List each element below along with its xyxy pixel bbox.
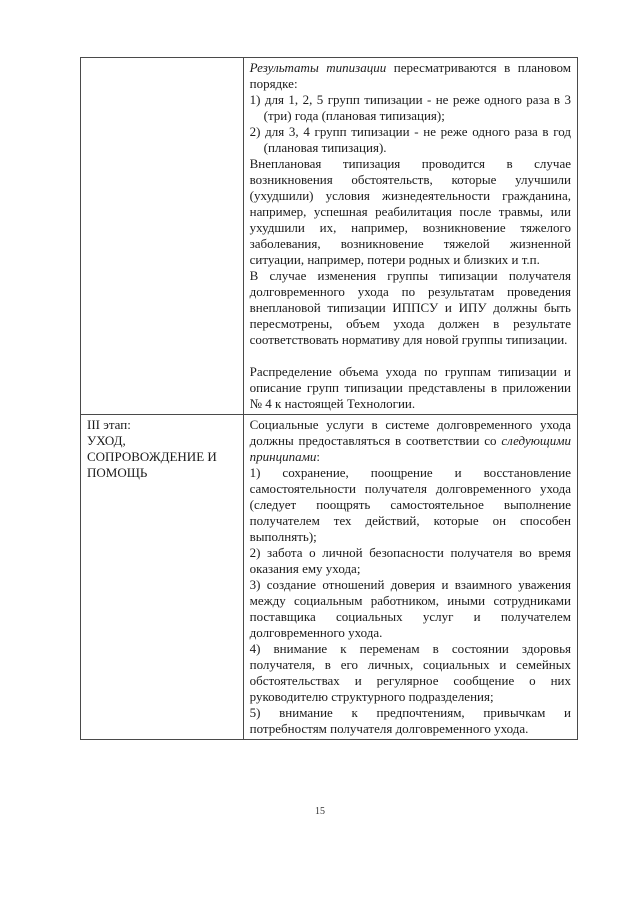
paragraph-text: пересматриваются в плановом порядке: — [249, 60, 571, 91]
description-cell — [243, 415, 577, 740]
page-number: 15 — [315, 806, 325, 817]
stage-title: ПОМОЩЬ — [87, 465, 148, 480]
technology-table — [80, 57, 578, 740]
list-item: 2) для 3, 4 групп типизации - не реже одного раза в год (плановая типизация). — [249, 124, 571, 155]
stage-cell — [81, 415, 244, 740]
stage-cell-empty — [81, 58, 244, 415]
paragraph: Распределение объема ухода по группам типизации и описание групп типизации представлены в приложении № 4 к настоящей Технологии. — [249, 364, 571, 411]
italic-term: следующими принципами — [249, 433, 571, 464]
stage-label: III этап: — [87, 417, 131, 432]
table-row — [81, 58, 578, 415]
list-item: 4) внимание к переменам в состоянии здоровья получателя, в его личных, социальных и семейных обстоятельствах и регулярное сообщение о них руководителю структурного подразделения; — [249, 641, 571, 704]
paragraph: В случае изменения группы типизации получателя долговременного ухода по результатам проведения внеплановой типизации ИППСУ и ИПУ должны быть пересмотрены, объем ухода должен в результате соответствовать нормативу для новой группы типизации. — [249, 268, 571, 347]
list-item: 1) для 1, 2, 5 групп типизации - не реже одного раза в 3 (три) года (плановая типизация); — [249, 92, 571, 123]
paragraph: Внеплановая типизация проводится в случае возникновения обстоятельств, которые улучшили (ухудшили) условия жизнедеятельности гражданина, например, успешная реабилитация после травмы, или ухудшили их, например, возникновение тяжелого заболевания, возникновение тяжелой жизненной ситуации, например, потери родных и близких и т.п. — [249, 156, 571, 267]
list-item: 1) сохранение, поощрение и восстановление самостоятельности получателя долговременного ухода (следует поощрять самостоятельное выполнение получателем тех действий, которые он способен выполнять); — [249, 465, 571, 544]
paragraph — [250, 60, 571, 92]
spacer — [250, 348, 571, 364]
stage-title: СОПРОВОЖДЕНИЕ И — [87, 449, 217, 464]
list-item: 3) создание отношений доверия и взаимного уважения между социальным работником, иными сотрудниками поставщика социальных услуг и получателем долговременного ухода. — [249, 577, 571, 640]
italic-term: Результаты типизации — [249, 60, 387, 75]
table-row — [81, 415, 578, 740]
list-item: 2) забота о личной безопасности получателя во время оказания ему ухода; — [249, 545, 571, 576]
paragraph — [250, 417, 571, 465]
paragraph-text: Социальные услуги в системе долговременного ухода должны предоставляться в соответствии со — [249, 417, 571, 448]
description-cell — [243, 58, 577, 415]
stage-title: УХОД, — [87, 433, 126, 448]
paragraph-text: : — [316, 449, 320, 464]
list-item: 5) внимание к предпочтениям, привычкам и потребностям получателя долговременного ухода. — [249, 705, 571, 736]
